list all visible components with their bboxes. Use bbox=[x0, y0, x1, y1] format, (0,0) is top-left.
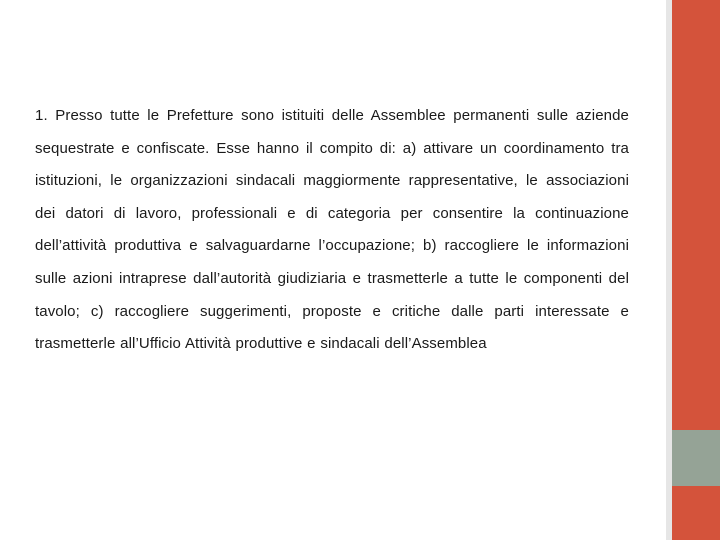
text-content bbox=[35, 100, 629, 361]
body-paragraph: 1. Presso tutte le Prefetture sono istituiti delle Assemblee permanenti sulle aziende sequestrate e confiscate. Esse hanno il compito di: a) attivare un coordinamento tra istituzioni, le organizzazioni sindacali maggiormente rappresentative, le associazioni dei datori di lavoro, professionali e di categoria per consentire la continuazione dell’attività produttiva e salvaguardarne l’occupazione; b) raccogliere le informazioni sulle azioni intraprese dall’autorità giudiziaria e trasmetterle a tutte le componenti del tavolo; c) raccogliere suggerimenti, proposte e critiche dalle parti interessate e trasmetterle all’Ufficio Attività produttive e sindacali dell’Assemblea bbox=[35, 107, 629, 353]
decorative-orange-band-bottom bbox=[672, 486, 720, 540]
decorative-orange-band bbox=[672, 0, 720, 430]
decorative-sage-block bbox=[672, 430, 720, 486]
